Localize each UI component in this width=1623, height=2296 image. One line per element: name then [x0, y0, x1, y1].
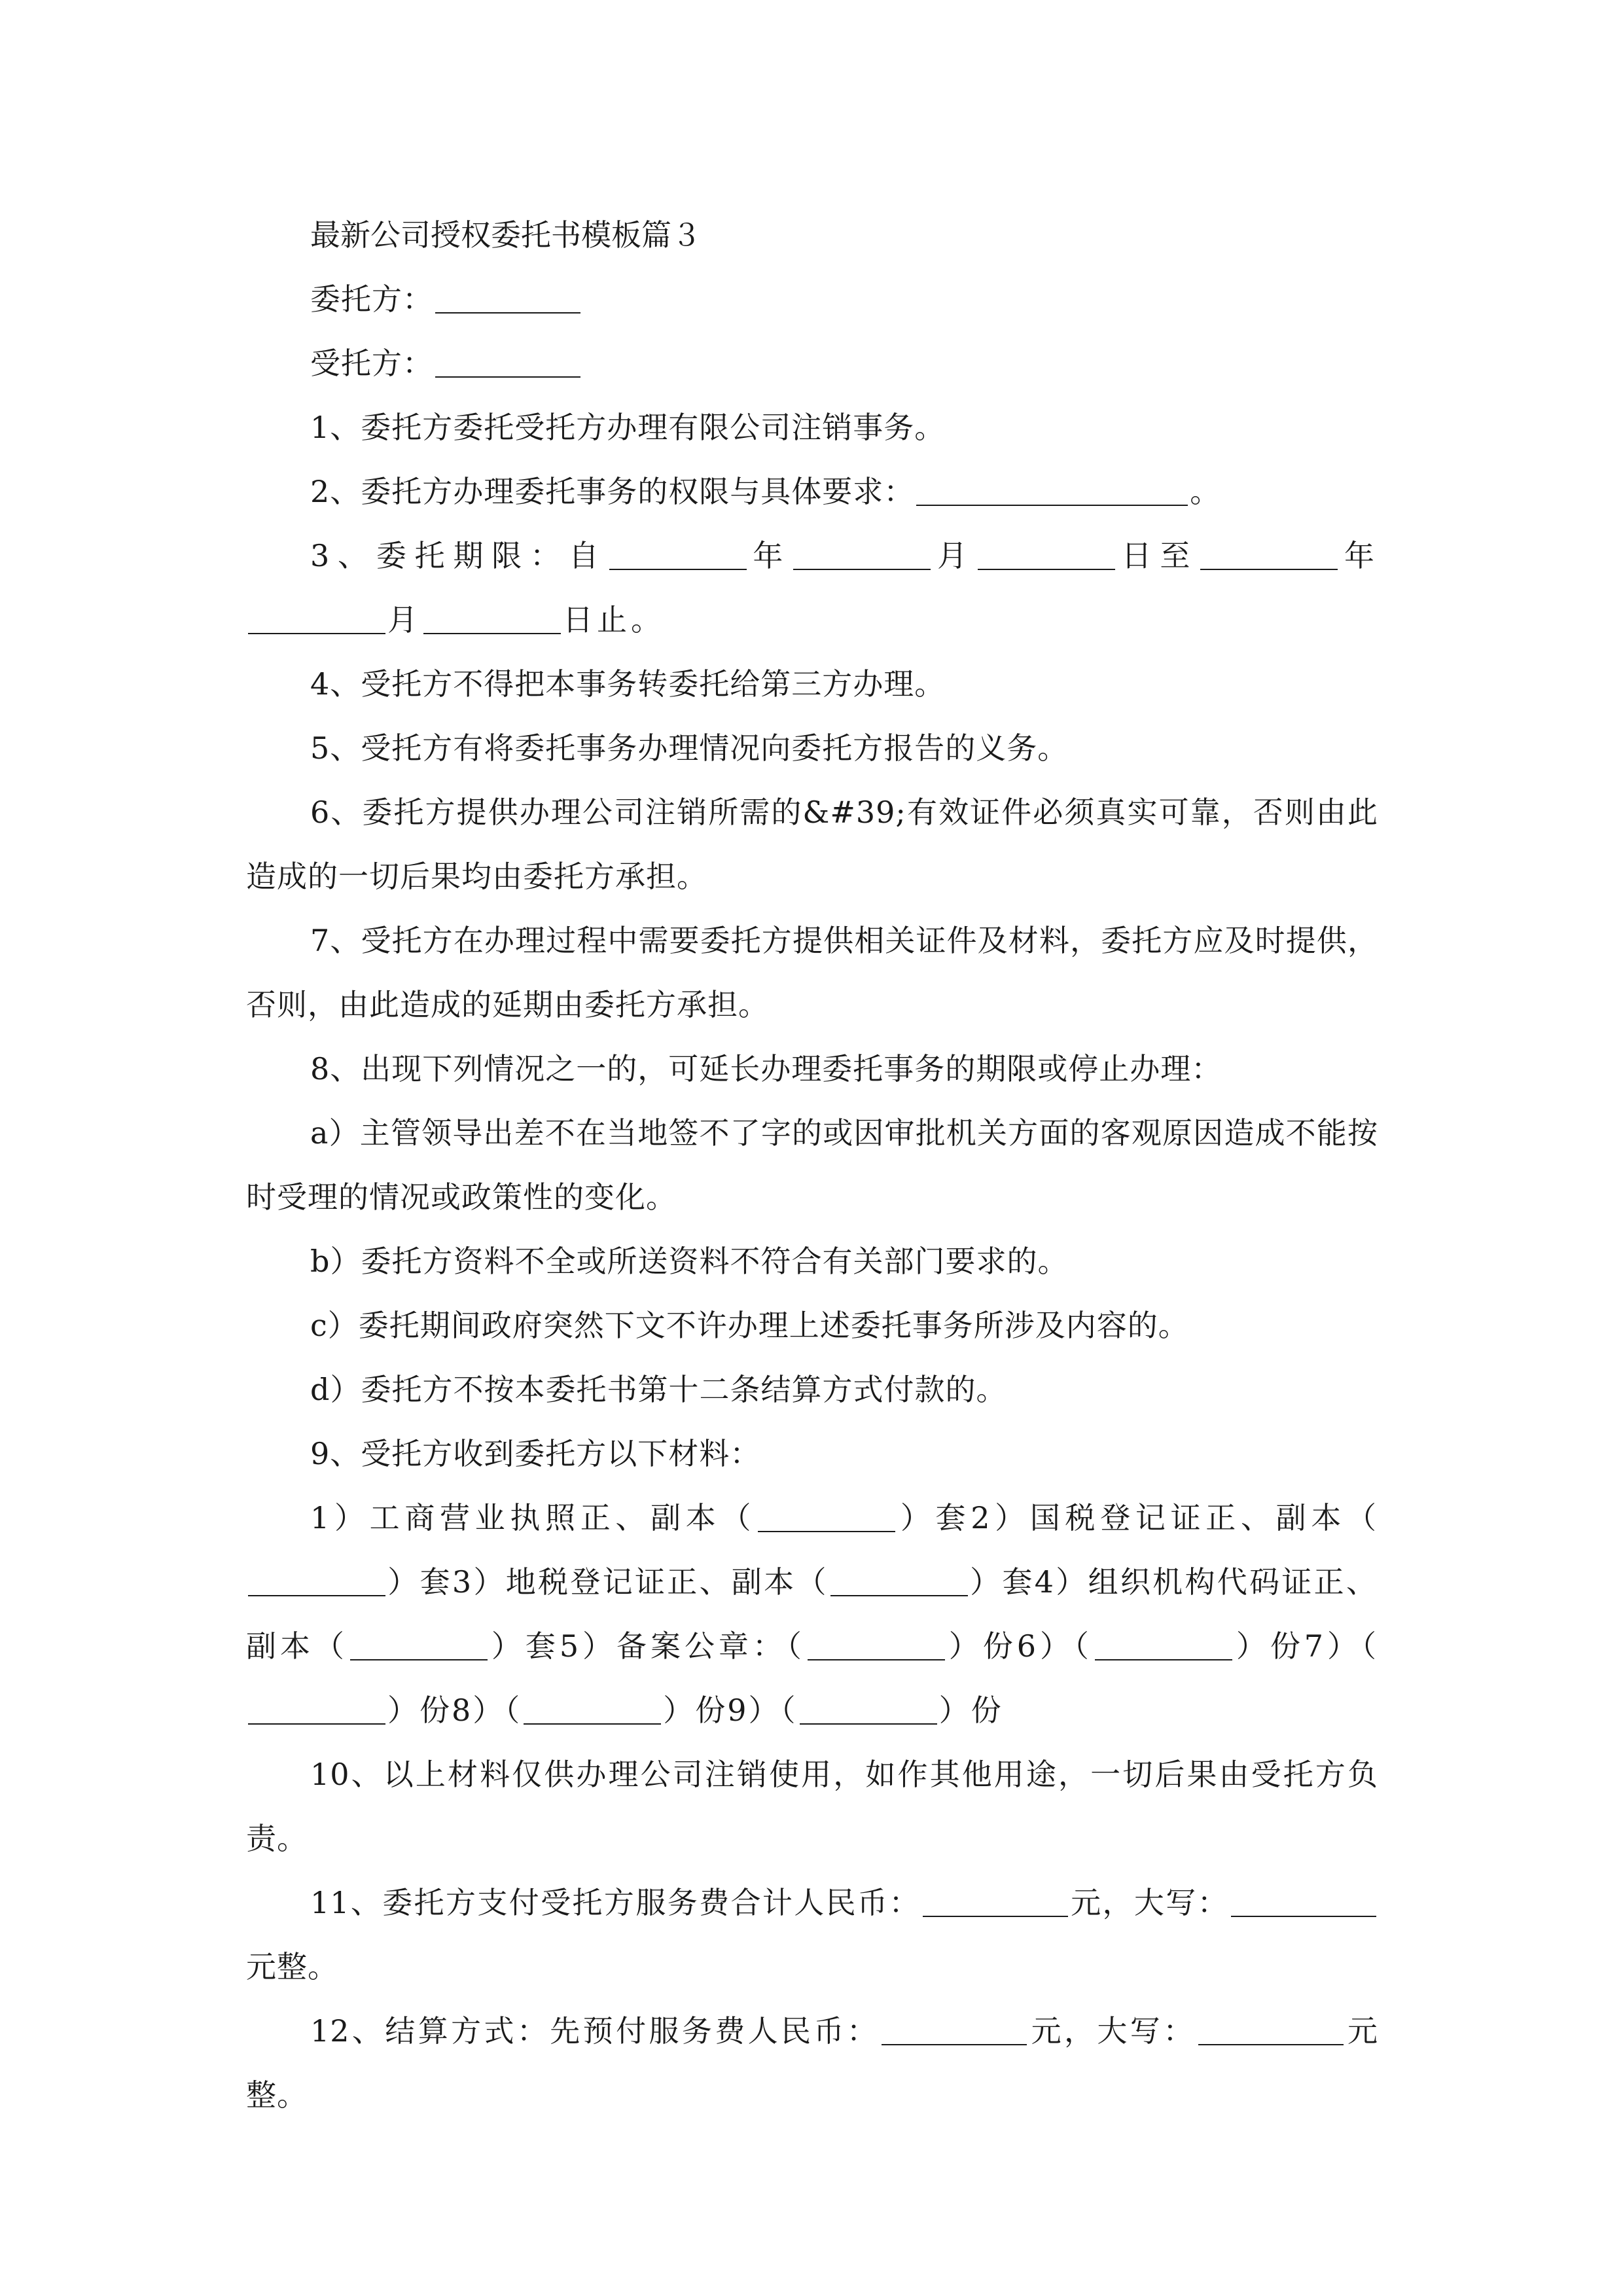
principal-line: 委托方： [246, 267, 1378, 331]
document-body [246, 203, 1378, 2127]
clause-10: 10、以上材料仅供办理公司注销使用，如作其他用途，一切后果由受托方负责。 [246, 1757, 1378, 1856]
clause-9: 9、受托方收到委托方以下材料： [310, 1436, 761, 1471]
material-7-blank [248, 1695, 385, 1725]
clause-8: 8、出现下列情况之一的，可延长办理委托事务的期限或停止办理： [310, 1051, 1222, 1086]
clause-2-blank [916, 476, 1188, 506]
material-2-blank [248, 1566, 385, 1596]
clause-8a: a）主管领导出差不在当地签不了字的或因审批机关方面的客观原因造成不能按时受理的情况或政策性的变化。 [246, 1115, 1378, 1215]
clause-3-blank-day2 [423, 604, 561, 634]
clause-3: 3、委托期限：自 年 月 日至 年月 日止。 [246, 524, 1378, 652]
clause-9-materials: 1）工商营业执照正、副本（ ）套2）国税登记证正、副本（）套3）地税登记证正、副本（ ）套4）组织机构代码证正、副本（ ）套5）备案公章：（ ）份6）（ ）份7）（）份8）（ ）份9）（ ）份 [246, 1500, 1378, 1728]
material-4-blank [350, 1630, 488, 1660]
clause-5: 5、受托方有将委托事务办理情况向委托方报告的义务。 [310, 730, 1069, 766]
clause-2: 2、委托方办理委托事务的权限与具体要求： 。 [310, 474, 1221, 509]
clause-7: 7、受托方在办理过程中需要委托方提供相关证件及材料，委托方应及时提供，否则，由此造成的延期由委托方承担。 [246, 923, 1378, 1022]
material-9-blank [800, 1695, 937, 1725]
clause-11: 11、委托方支付受托方服务费合计人民币： 元，大写：元整。 [246, 1871, 1378, 1999]
clause-3-blank-day [978, 540, 1115, 570]
agent-blank [435, 348, 580, 378]
clause-11-words-blank [1231, 1887, 1376, 1917]
material-5-blank [808, 1630, 945, 1660]
clause-3-blank-month2 [248, 604, 385, 634]
material-3-blank [830, 1566, 968, 1596]
clause-1: 1、委托方委托受托方办理有限公司注销事务。 [310, 410, 946, 445]
clause-12: 12、结算方式：先预付服务费人民币： 元，大写： 元整。 [246, 2013, 1379, 2113]
clause-11-amount-blank [923, 1887, 1068, 1917]
clause-3-blank-year [609, 540, 747, 570]
document-title: 最新公司授权委托书模板篇３ [310, 217, 702, 253]
clause-8b: b）委托方资料不全或所送资料不符合有关部门要求的。 [310, 1244, 1069, 1279]
material-6-blank [1095, 1630, 1232, 1660]
clause-4: 4、受托方不得把本事务转委托给第三方办理。 [310, 666, 946, 702]
clause-3-blank-month [793, 540, 931, 570]
clause-6: 6、委托方提供办理公司注销所需的&#39;有效证件必须真实可靠，否则由此造成的一切后果均由委托方承担。 [246, 795, 1378, 894]
clause-12-amount-blank [882, 2015, 1027, 2045]
clause-8c: c）委托期间政府突然下文不许办理上述委托事务所涉及内容的。 [310, 1308, 1189, 1343]
clause-8d: d）委托方不按本委托书第十二条结算方式付款的。 [310, 1372, 1007, 1407]
material-1-blank [758, 1502, 895, 1532]
clause-3-blank-year2 [1200, 540, 1338, 570]
clause-12-words-blank [1198, 2015, 1344, 2045]
agent-line: 受托方： [246, 331, 1378, 395]
principal-blank [435, 283, 580, 314]
material-8-blank [524, 1695, 661, 1725]
